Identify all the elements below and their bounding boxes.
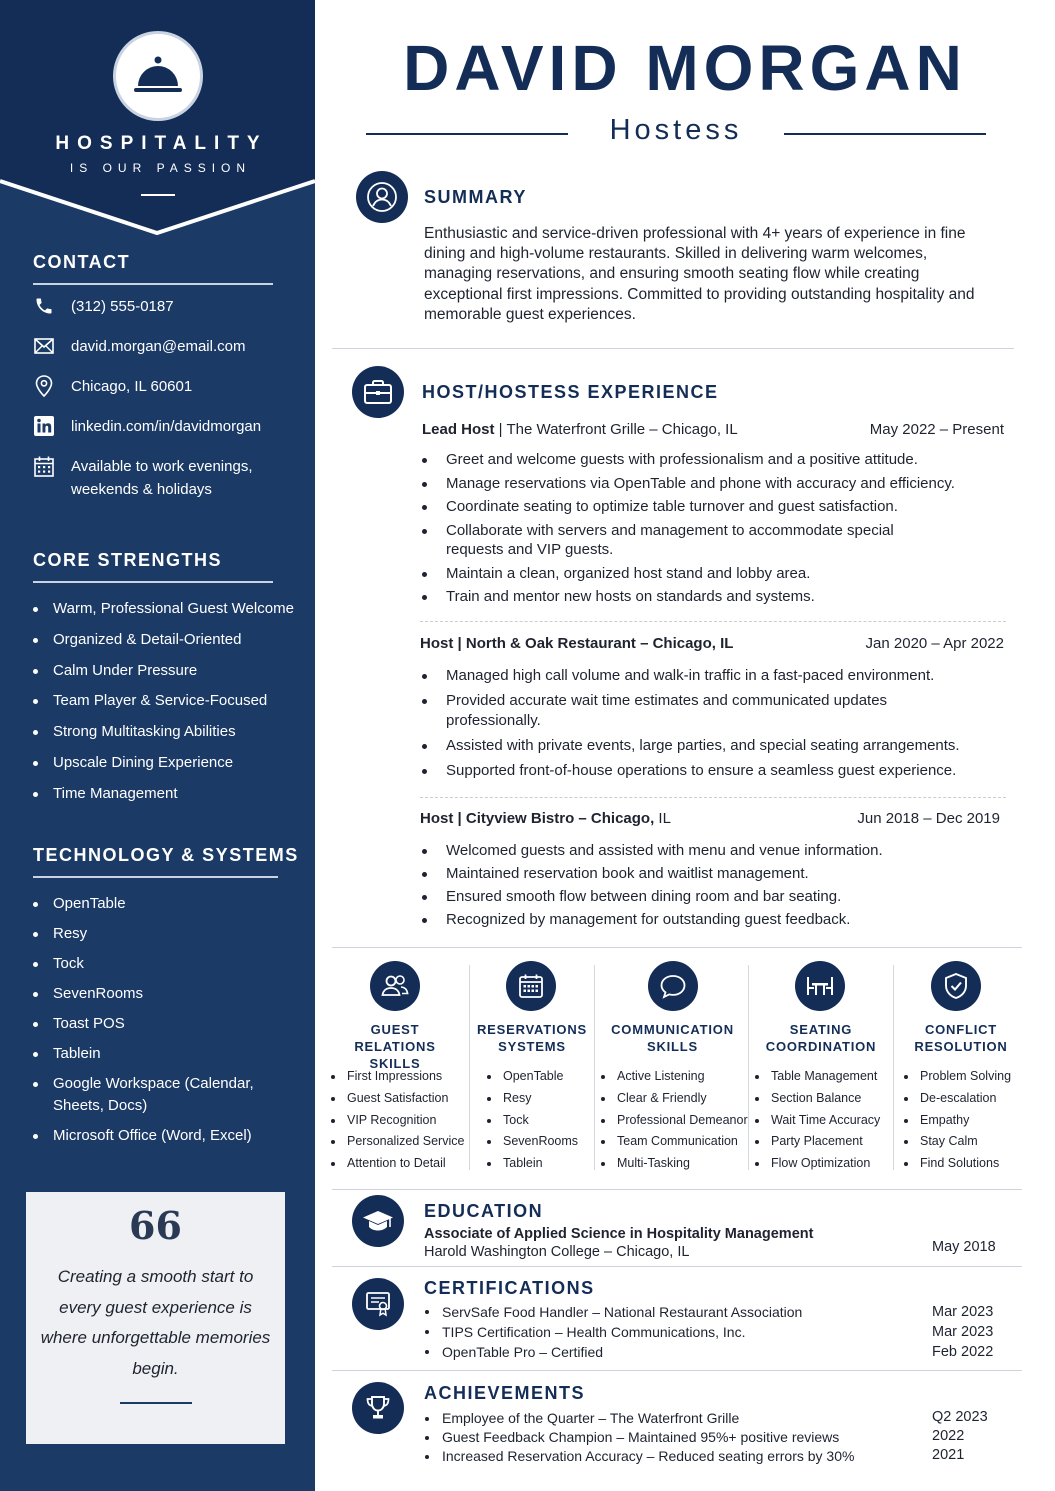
job-bullet: Manage reservations via OpenTable and phone with accuracy and efficiency. (420, 474, 1000, 494)
skill-item: Tablein (486, 1153, 578, 1175)
skill-item: Multi-Tasking (600, 1153, 748, 1175)
job-bullet: Coordinate seating to optimize table turnover and guest satisfaction. (420, 497, 1000, 517)
job-bullets (420, 450, 1000, 607)
job-bullet: Recognized by management for outstanding guest feedback. (420, 910, 1000, 930)
tech-item: Tock (33, 953, 278, 975)
column-separator (748, 965, 749, 1170)
skill-item: SevenRooms (486, 1131, 578, 1153)
certifications-list (424, 1302, 802, 1362)
divider (332, 1266, 1022, 1267)
tech-item: Microsoft Office (Word, Excel) (33, 1125, 278, 1147)
job-role: Host | Cityview Bistro – Chicago, (420, 810, 655, 827)
certification-date: Mar 2023 (932, 1304, 994, 1320)
skill-item: Personalized Service (330, 1131, 464, 1153)
experience-heading: HOST/HOSTESS EXPERIENCE (422, 382, 719, 402)
education-date: May 2018 (932, 1239, 996, 1255)
strength-item: Team Player & Service-Focused (33, 690, 273, 712)
job-bullet: Train and mentor new hosts on standards and systems. (420, 587, 1000, 607)
location-text: Chicago, IL 60601 (71, 378, 193, 395)
skill-title-line: COMMUNICATION (611, 1022, 734, 1037)
job-bullet: Greet and welcome guests with professionalism and a positive attitude. (420, 450, 1000, 470)
users-icon (370, 961, 420, 1011)
candidate-name: DAVID MORGAN (403, 32, 967, 104)
availability-line-1: Available to work evenings, (71, 458, 253, 475)
contact-phone (33, 295, 273, 318)
summary-text: Enthusiastic and service-driven professional with 4+ years of experience in fine dining and high-volume restaurants. Skilled in delivering warm welcomes, managing reservations, and ensuring smooth seating flow while creating exceptional first impressions. Committed to providing outstanding hospitality and memorable guest experiences. (424, 225, 975, 323)
quote-text: Creating a smooth start to every guest experience is where unforgettable memories begin. (40, 1267, 271, 1378)
quote-mark: 66 (129, 1203, 182, 1248)
phone-number[interactable]: (312) 555-0187 (71, 298, 174, 315)
skill-item: Clear & Friendly (600, 1088, 748, 1110)
achievements-list (424, 1409, 854, 1466)
divider (420, 621, 1006, 622)
skill-title (903, 1021, 1019, 1055)
job-title: Hostess (609, 114, 743, 146)
skill-title (330, 1021, 460, 1072)
job-bullet: Maintain a clean, organized host stand and lobby area. (420, 564, 1000, 584)
achievement-item: Increased Reservation Accuracy – Reduced seating errors by 30% (424, 1447, 854, 1466)
job-employer: IL (654, 810, 671, 827)
skill-title-line: SYSTEMS (498, 1039, 566, 1054)
cloche-icon (113, 31, 203, 121)
certification-item: TIPS Certification – Health Communications, Inc. (424, 1322, 802, 1342)
brand-banner (0, 0, 315, 240)
strength-item: Time Management (33, 783, 273, 805)
tech-item: Google Workspace (Calendar, Sheets, Docs) (33, 1073, 278, 1117)
contact-location (33, 375, 273, 398)
skill-item: De-escalation (903, 1088, 1011, 1110)
graduation-cap-icon (352, 1195, 404, 1247)
skill-item: Professional Demeanor (600, 1110, 748, 1132)
skill-item: Team Communication (600, 1131, 748, 1153)
achievement-date: Q2 2023 (932, 1409, 988, 1425)
skill-title (600, 1021, 745, 1055)
skill-item: OpenTable (486, 1066, 578, 1088)
contact-availability (33, 455, 273, 501)
quote-card (26, 1192, 285, 1444)
phone-icon (33, 295, 55, 317)
map-pin-icon (33, 375, 55, 397)
achievement-item: Guest Feedback Champion – Maintained 95%+ positive reviews (424, 1428, 854, 1447)
job-bullet: Provided accurate wait time estimates and communicated updates professionally. (420, 691, 1000, 730)
job-bullet: Managed high call volume and walk-in traffic in a fast-paced environment. (420, 666, 1000, 686)
achievement-date: 2021 (932, 1447, 965, 1463)
skill-title-line: COORDINATION (765, 1039, 877, 1054)
skill-title-line: SKILLS (369, 1056, 421, 1071)
calendar-icon (33, 455, 55, 477)
skill-item: Resy (486, 1088, 578, 1110)
skill-title-line: RESERVATIONS (476, 1022, 587, 1037)
job-role: Host | North & Oak Restaurant – Chicago, IL (420, 635, 734, 652)
skill-item: Empathy (903, 1110, 1011, 1132)
skill-title (476, 1021, 588, 1055)
skill-item: Party Placement (754, 1131, 880, 1153)
calendar-icon (506, 961, 556, 1011)
job-dates: May 2022 – Present (869, 421, 1004, 438)
degree: Associate of Applied Science in Hospitality Management (424, 1226, 814, 1242)
chat-bubble-icon (648, 961, 698, 1011)
linkedin-url[interactable]: linkedin.com/in/davidmorgan (71, 418, 262, 435)
tech-item: Toast POS (33, 1013, 278, 1035)
skill-item: Find Solutions (903, 1153, 1011, 1175)
achievement-item: Employee of the Quarter – The Waterfront Grille (424, 1409, 854, 1428)
divider (332, 348, 1014, 349)
skill-item: Problem Solving (903, 1066, 1011, 1088)
skill-item: Active Listening (600, 1066, 748, 1088)
job-header (422, 421, 1004, 438)
availability-line-2: weekends & holidays (71, 481, 212, 498)
certification-date: Mar 2023 (932, 1324, 994, 1340)
skill-title-line: RESOLUTION (914, 1039, 1008, 1054)
job-bullet: Assisted with private events, large parties, and special seating arrangements. (420, 736, 1000, 756)
skill-item: VIP Recognition (330, 1110, 464, 1132)
strength-item: Calm Under Pressure (33, 660, 273, 682)
tech-item: SevenRooms (33, 983, 278, 1005)
certification-item: OpenTable Pro – Certified (424, 1342, 802, 1362)
job-role: Lead Host (422, 421, 495, 438)
skill-title-line: CONFLICT (924, 1022, 998, 1037)
job-bullets (420, 841, 1000, 930)
brand-divider (141, 194, 175, 196)
skill-item: Wait Time Accuracy (754, 1110, 880, 1132)
certificate-icon (352, 1278, 404, 1330)
achievements-heading: ACHIEVEMENTS (424, 1383, 586, 1403)
skill-item: First Impressions (330, 1066, 464, 1088)
job-header (420, 810, 1000, 827)
strength-item: Upscale Dining Experience (33, 752, 273, 774)
certification-date: Feb 2022 (932, 1344, 994, 1360)
divider (332, 1189, 1022, 1190)
certifications-heading: CERTIFICATIONS (424, 1278, 595, 1298)
job-bullet: Collaborate with servers and management to accommodate special requests and VIP guests. (420, 521, 1000, 560)
skill-column (600, 960, 748, 1176)
divider (332, 1370, 1022, 1371)
column-separator (469, 965, 470, 1170)
technology-section (33, 845, 299, 1155)
job-employer: | The Waterfront Grille – Chicago, IL (494, 421, 738, 438)
tech-item: Tablein (33, 1043, 278, 1065)
quote-divider (120, 1402, 192, 1404)
skill-column (903, 960, 1019, 1176)
strength-item: Organized & Detail-Oriented (33, 629, 273, 651)
tech-item: Resy (33, 923, 278, 945)
divider (332, 947, 1022, 948)
contact-heading: CONTACT (33, 252, 273, 285)
job-dates: Jan 2020 – Apr 2022 (865, 635, 1004, 652)
email-address[interactable]: david.morgan@email.com (71, 338, 246, 355)
contact-linkedin (33, 415, 273, 438)
divider (420, 797, 1006, 798)
achievement-dates (932, 1408, 988, 1465)
strength-item: Warm, Professional Guest Welcome (33, 598, 273, 620)
skill-item: Table Management (754, 1066, 880, 1088)
availability-text (71, 455, 253, 501)
strengths-section (33, 550, 294, 814)
achievement-date: 2022 (932, 1428, 965, 1444)
summary-heading: SUMMARY (424, 187, 527, 207)
skill-title-line: GUEST RELATIONS (354, 1022, 436, 1054)
skill-column (330, 960, 465, 1176)
job-title-row (366, 114, 986, 154)
column-separator (594, 965, 595, 1170)
shield-check-icon (931, 961, 981, 1011)
skill-item: Stay Calm (903, 1131, 1011, 1153)
skill-title-line: SKILLS (646, 1039, 699, 1054)
school: Harold Washington College – Chicago, IL (424, 1244, 690, 1260)
certification-dates (932, 1302, 993, 1362)
skill-item: Guest Satisfaction (330, 1088, 464, 1110)
envelope-icon (33, 335, 55, 357)
briefcase-icon (352, 366, 404, 418)
skill-column (754, 960, 888, 1176)
job-bullet: Welcomed guests and assisted with menu and venue information. (420, 841, 1000, 861)
job-header (420, 635, 1004, 652)
job-bullets (420, 666, 1000, 780)
skill-title (754, 1021, 888, 1055)
job-bullet: Maintained reservation book and waitlist management. (420, 864, 1000, 884)
contact-email (33, 335, 273, 358)
trophy-icon (352, 1382, 404, 1434)
person-icon (356, 171, 408, 223)
job-dates: Jun 2018 – Dec 2019 (857, 810, 1000, 827)
linkedin-icon (33, 415, 55, 437)
skill-item: Section Balance (754, 1088, 880, 1110)
tech-item: OpenTable (33, 893, 278, 915)
skill-item: Tock (486, 1110, 578, 1132)
certification-item: ServSafe Food Handler – National Restaurant Association (424, 1302, 802, 1322)
strength-item: Strong Multitasking Abilities (33, 721, 273, 743)
education-heading: EDUCATION (424, 1201, 544, 1221)
skill-item: Attention to Detail (330, 1153, 464, 1175)
strengths-heading: CORE STRENGTHS (33, 550, 273, 583)
sidebar (0, 0, 315, 1491)
skill-item: Flow Optimization (754, 1153, 880, 1175)
brand-tagline-main: HOSPITALITY (55, 133, 268, 154)
job-bullet: Ensured smooth flow between dining room and bar seating. (420, 887, 1000, 907)
skill-title-line: SEATING (789, 1022, 853, 1037)
column-separator (893, 965, 894, 1170)
skill-column (476, 960, 588, 1176)
brand-tagline-sub: IS OUR PASSION (69, 161, 252, 175)
table-icon (795, 961, 845, 1011)
job-bullet: Supported front-of-house operations to ensure a seamless guest experience. (420, 761, 1000, 781)
contact-section (33, 252, 273, 501)
technology-heading: TECHNOLOGY & SYSTEMS (33, 845, 278, 878)
